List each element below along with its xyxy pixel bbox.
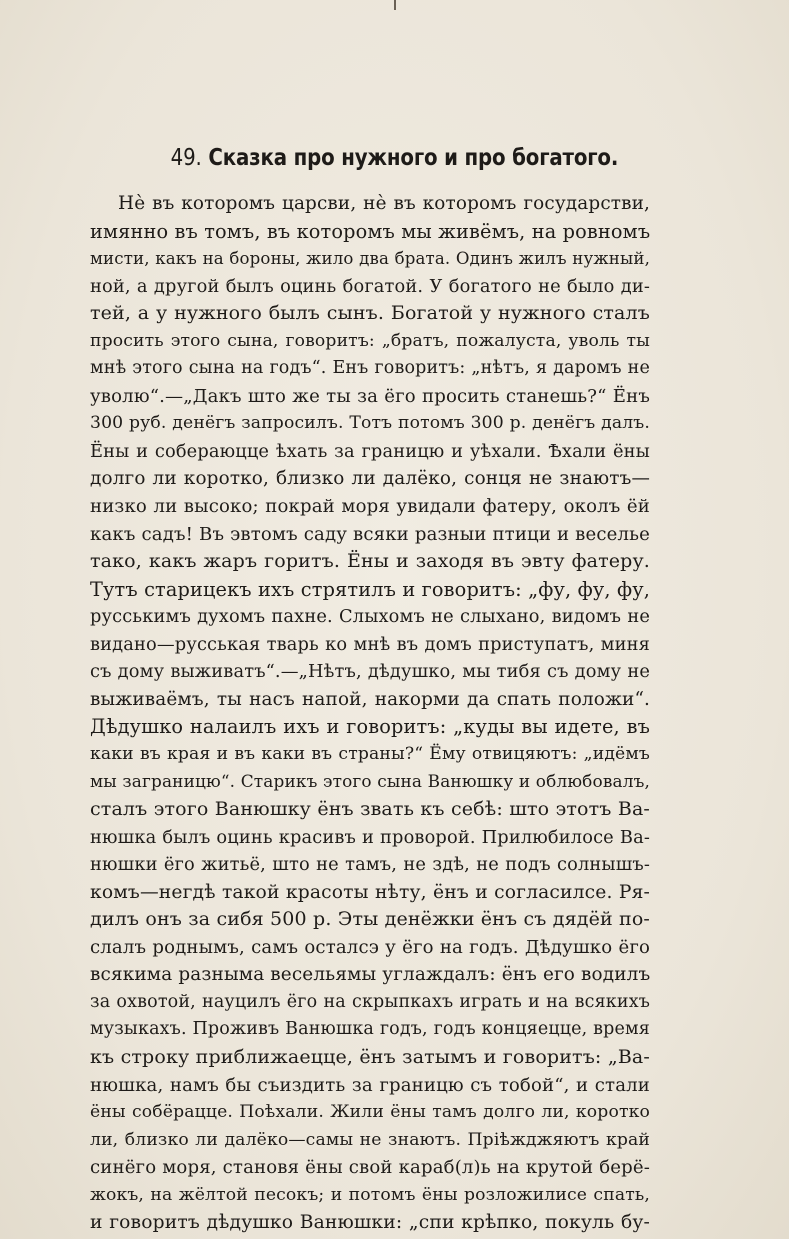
text-line: тако, какъ жаръ горитъ. Ёны и заходя въ эвту фатеру. (90, 550, 650, 573)
text-line: нюшки ёго житьё, што не тамъ, не здѣ, не подъ солнышъ- (90, 854, 650, 876)
text-line: жокъ, на жёлтой песокъ; и потомъ ёны розложилисе спать, (90, 1184, 650, 1205)
text-line: ной, а другой былъ оцинь богатой. У богатого не было ди- (90, 275, 650, 297)
text-line: къ строку приближаецце, ёнъ затымъ и говоритъ: „Ва- (90, 1045, 650, 1068)
text-line: ёны собёрацце. Поѣхали. Жили ёны тамъ долго ли, коротко (90, 1102, 650, 1123)
text-line: музыкахъ. Проживъ Ванюшка годъ, годъ концяецце, время (90, 1019, 650, 1040)
text-line: ли, близко ли далёко—самы не знаютъ. Пріѣжджяютъ край (90, 1129, 650, 1150)
text-line: каки въ края и въ каки въ страны?“ Ёму отвицяютъ: „идёмъ (90, 743, 650, 764)
chapter-heading (55, 145, 734, 171)
text-line: выживаёмъ, ты насъ напой, накорми да спать положи“. (90, 688, 650, 710)
text-line: Нѐ въ которомъ царсви, нѐ въ которомъ государстви, (118, 193, 650, 214)
chapter-number: 49. (170, 145, 202, 171)
text-line: комъ—негдѣ такой красоты нѣту, ёнъ и согласилсе. Ря- (90, 881, 650, 903)
text-line: за охвотой, науцилъ ёго на скрыпкахъ играть и на всякихъ (90, 991, 650, 1012)
text-line: просить этого сына, говоритъ: „братъ, пожалуста, уволь ты (90, 330, 650, 351)
text-line: и говоритъ дѣдушко Ванюшки: „спи крѣпко, покуль бу- (90, 1212, 650, 1234)
text-line: русськимъ духомъ пахне. Слыхомъ не слыхано, видомъ не (90, 606, 650, 628)
text-line: 300 руб. денёгъ запросилъ. Тотъ потомъ 300 р. денёгъ далъ. (90, 413, 650, 434)
text-line: долго ли коротко, близко ли далёко, сонця не знаютъ— (90, 468, 650, 490)
text-line: имянно въ томъ, въ которомъ мы живёмъ, на ровномъ (90, 219, 651, 243)
text-line: мы заграницю“. Старикъ этого сына Ванюшку и облюбовалъ, (90, 771, 650, 792)
text-line: дилъ онъ за сибя 500 р. Эты денёжки ёнъ съ дядёй по- (90, 908, 650, 931)
text-line: видано—русськая тварь ко мнѣ въ домъ приступатъ, миня (90, 633, 650, 655)
chapter-title: Сказка про нужного и про богатого. (208, 145, 619, 171)
text-line: сталъ этого Ванюшку ёнъ звать къ себѣ: што этотъ Ва- (90, 798, 650, 821)
text-line: съ дому выживатъ“.—„Нѣтъ, дѣдушко, мы тибя съ дому не (90, 661, 650, 683)
text-line: Тутъ старицекъ ихъ стрятилъ и говоритъ: „фу, фу, фу, (90, 577, 650, 601)
text-line: слалъ роднымъ, самъ осталсэ у ёго на годъ. Дѣдушко ёго (90, 936, 650, 958)
text-line: тей, а у нужного былъ сынъ. Богатой у нужного сталъ (90, 302, 650, 325)
text-line: низко ли высоко; покрай моря увидали фатеру, околъ ёй (90, 496, 650, 518)
tale-text (90, 190, 650, 1237)
text-line: Дѣдушко налаилъ ихъ и говоритъ: „куды вы идете, въ (90, 715, 650, 739)
text-line: Ёны и собераюцце ѣхать за границю и уѣхали. Ѣхали ёны (90, 440, 650, 462)
text-line: нюшка былъ оцинь красивъ и проворой. Прилюбилосе Ва- (90, 826, 650, 848)
text-line: какъ садъ! Въ эвтомъ саду всяки разныи птици и веселье (90, 523, 650, 545)
print-mark (394, 0, 396, 10)
text-line: мнѣ этого сына на годъ“. Енъ говоритъ: „нѣтъ, я даромъ не (90, 358, 650, 379)
text-line: синёго моря, становя ёны свой караб(л)ь на крутой берё- (90, 1157, 650, 1179)
text-line: мисти, какъ на бороны, жило два брата. Одинъ жилъ нужный, (90, 249, 650, 269)
text-line: всякима разныма весельямы углаждалъ: ёнъ его водилъ (90, 964, 651, 986)
text-line: уволю“.—„Дакъ што же ты за ёго просить станешь?“ Ёнъ (90, 385, 650, 407)
text-line: нюшка, намъ бы съиздить за границю съ тобой“, и стали (90, 1074, 650, 1096)
